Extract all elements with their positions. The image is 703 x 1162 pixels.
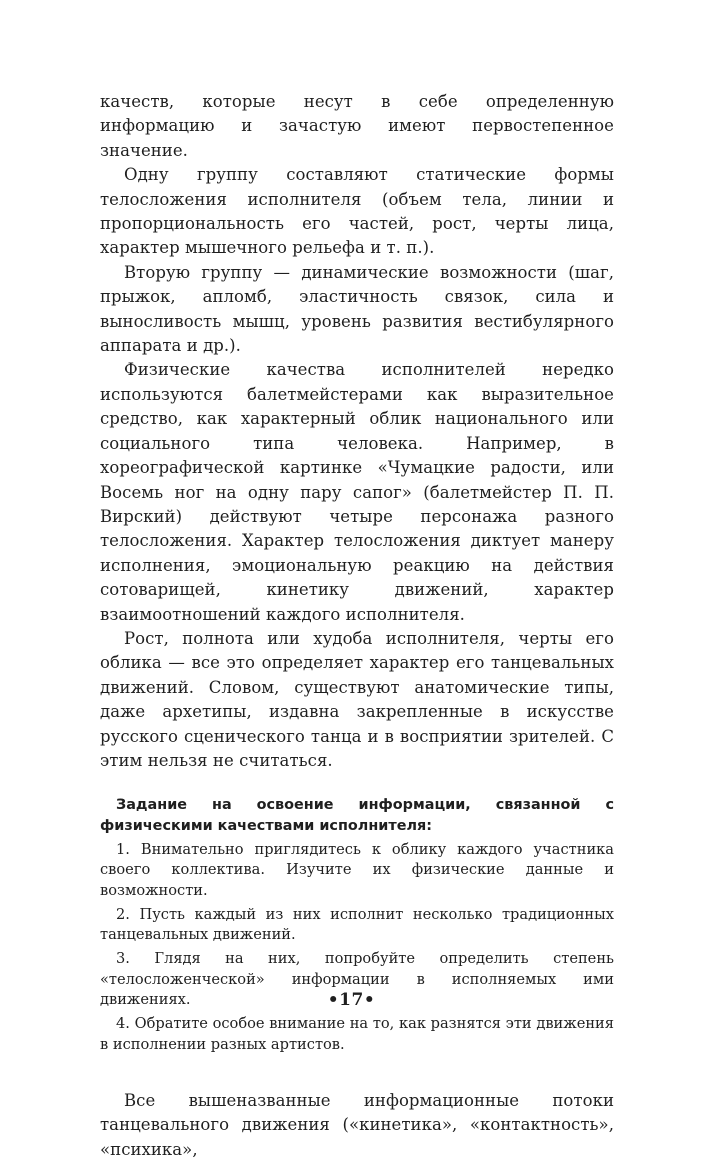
paragraph-closing: Все вышеназванные информационные потоки танцевального движения («кинетика», «контактность», «психика», (100, 1090, 614, 1159)
task-item-2: 2. Пусть каждый из них исполнит несколько традиционных танцевальных движений. (100, 905, 614, 944)
task-item-3: 3. Глядя на них, попробуйте определить степень «телосложенческой» информации в исполняемых ими движениях. (100, 950, 614, 1009)
page-number: •17• (327, 990, 376, 1010)
paragraph-anatomical-types: Рост, полнота или худоба исполнителя, черты его облика — все это определяет характер его танцевальных движений. Словом, существуют анатомические типы, даже архетипы, издавна закрепленные в искусстве русского сценического танца и в восприятии зрителей. С этим нельзя не считаться. (100, 628, 614, 770)
paragraph-static-forms: Одну группу составляют статические формы телосложения исполнителя (объем тела, линии и пропорциональность его частей, рост, черты лица, характер мышечного рельефа и т. п.). (100, 165, 614, 258)
task-section (100, 795, 614, 1055)
paragraph-physical-qualities: Физические качества исполнителей нередко используются балетмейстерами как выразительное средство, как характерный облик национального или социального типа человека. Например, в хореографической картинке «Чумацкие радости, или Восемь ног на одну пару сапог» (балетмейстер П. П. Вирский) действуют четыре персонажа разного телосложения. Характер телосложения диктует манеру исполнения, эмоциональную реакцию на действия сотоварищей, кинетику движений, характер взаимоотношений каждого исполнителя. (100, 360, 614, 624)
task-item-1: 1. Внимательно приглядитесь к облику каждого участника своего коллектива. Изучите их физические данные и возможности. (100, 840, 614, 899)
task-item-4: 4. Обратите особое внимание на то, как разнятся эти движения в исполнении разных артистов. (100, 1015, 614, 1053)
paragraph-continuation: качеств, которые несут в себе определенную информацию и зачастую имеют первостепенное значение. (100, 92, 614, 160)
paragraph-dynamic-abilities: Вторую группу — динамические возможности (шаг, прыжок, апломб, эластичность связок, сила и выносливость мышц, уровень развития вестибулярного аппарата и др.). (100, 262, 614, 356)
task-title: Задание на освоение информации, связанной с физическими качествами исполнителя: (100, 797, 614, 834)
